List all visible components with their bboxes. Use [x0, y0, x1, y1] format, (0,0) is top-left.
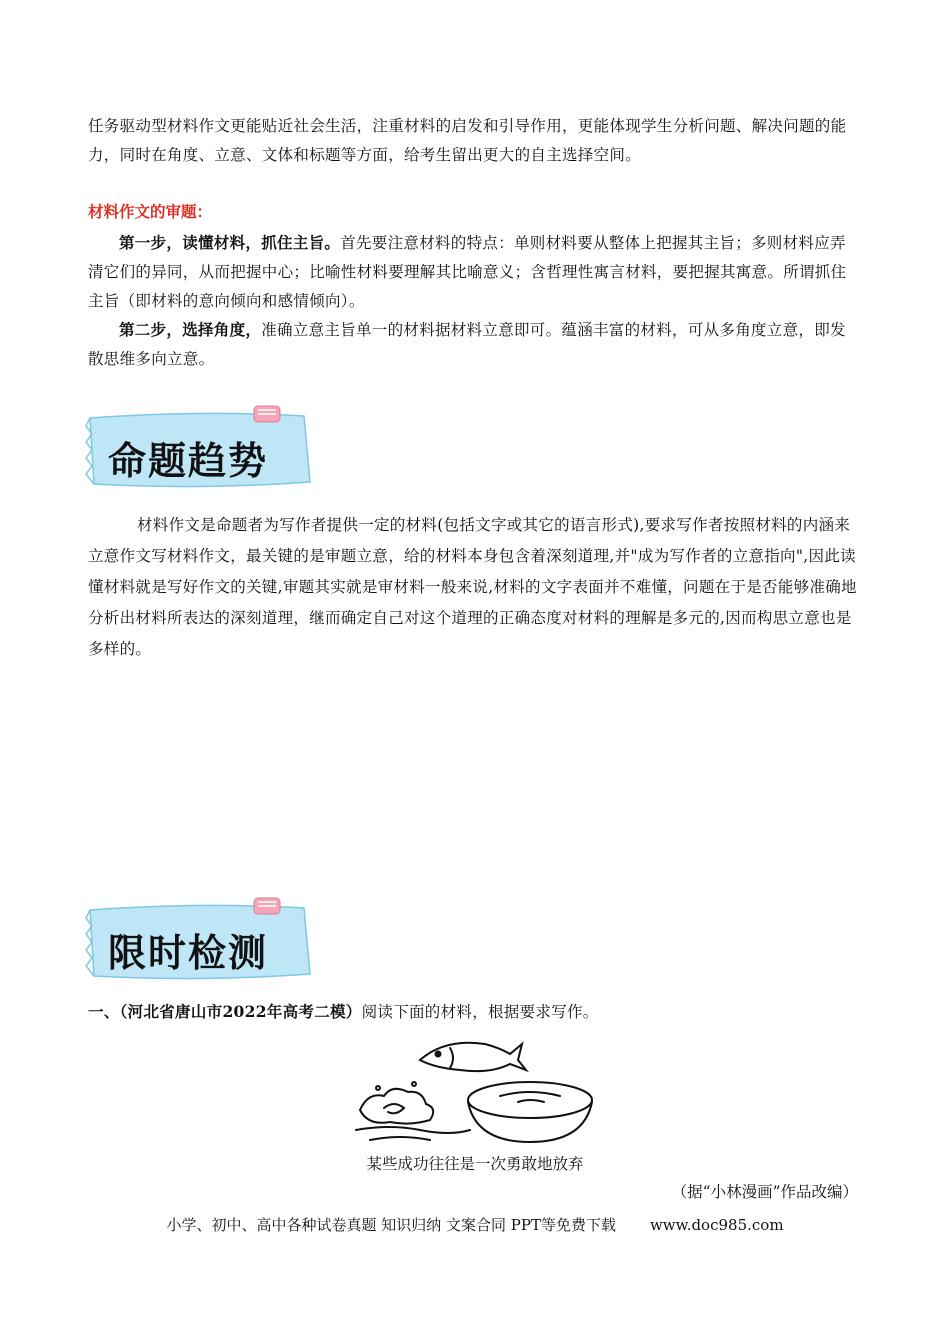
- step2-body: 准确立意主旨单一的材料据材料立意即可。蕴涵丰富的材料，可从多角度立意，即发散思维多向立意。: [88, 321, 846, 368]
- step1-body: 首先要注意材料的特点：单则材料要从整体上把握其主旨；多则材料应弄清它们的异同，从而把握中心；比喻性材料要理解其比喻意义；含哲理性寓言材料，要把握其寓意。所谓抓住主旨（即材料的意向倾向和感情倾向）。: [88, 234, 847, 310]
- page-footer: [0, 1214, 950, 1235]
- question-text: 阅读下面的材料，根据要求写作。: [361, 1003, 599, 1021]
- question-source: （河北省唐山市2022年高考二模）: [119, 1002, 362, 1021]
- question-line: [88, 1000, 599, 1022]
- step2-paragraph: [88, 315, 858, 374]
- step2-title: 第二步，选择角度，: [119, 320, 262, 339]
- step1-title: 第一步，读懂材料，抓住主旨。: [119, 233, 341, 252]
- intro-paragraph: 任务驱动型材料作文更能贴近社会生活，注重材料的启发和引导作用，更能体现学生分析问题、解决问题的能力，同时在角度、立意、文体和标题等方面，给考生留出更大的自主选择空间。: [88, 117, 847, 164]
- section-banner-test: [82, 896, 322, 986]
- banner-title: 命题趋势: [108, 439, 269, 483]
- step1-paragraph: [88, 228, 858, 316]
- banner-title: 限时检测: [108, 931, 269, 975]
- cartoon-illustration-icon: [350, 1030, 600, 1148]
- question-prefix: 一、: [88, 1002, 120, 1021]
- audit-heading: 材料作文的审题：: [88, 202, 213, 221]
- footer-link[interactable]: www.doc985.com: [649, 1216, 784, 1234]
- cartoon-source: （据“小林漫画”作品改编）: [671, 1183, 858, 1201]
- section-banner-trend: [82, 404, 322, 494]
- trend-paragraph: 材料作文是命题者为写作者提供一定的材料(包括文字或其它的语言形式),要求写作者按照材料的内涵来立意作文写材料作文，最关键的是审题立意，给的材料本身包含着深刻道理,并"成为写作者的立意指向",因此读懂材料就是写好作文的关键,审题其实就是审材料一般来说,材料的文字表面并不难懂，问题在于是否能够准确地分析出材料所表达的深刻道理，继而确定自己对这个道理的正确态度对材料的理解是多元的,因而构思立意也是多样的。: [88, 516, 857, 658]
- footer-text: 小学、初中、高中各种试卷真题 知识归纳 文案合同 PPT等免费下载: [166, 1216, 616, 1234]
- cartoon-caption: 某些成功往往是一次勇敢地放弃: [366, 1155, 584, 1173]
